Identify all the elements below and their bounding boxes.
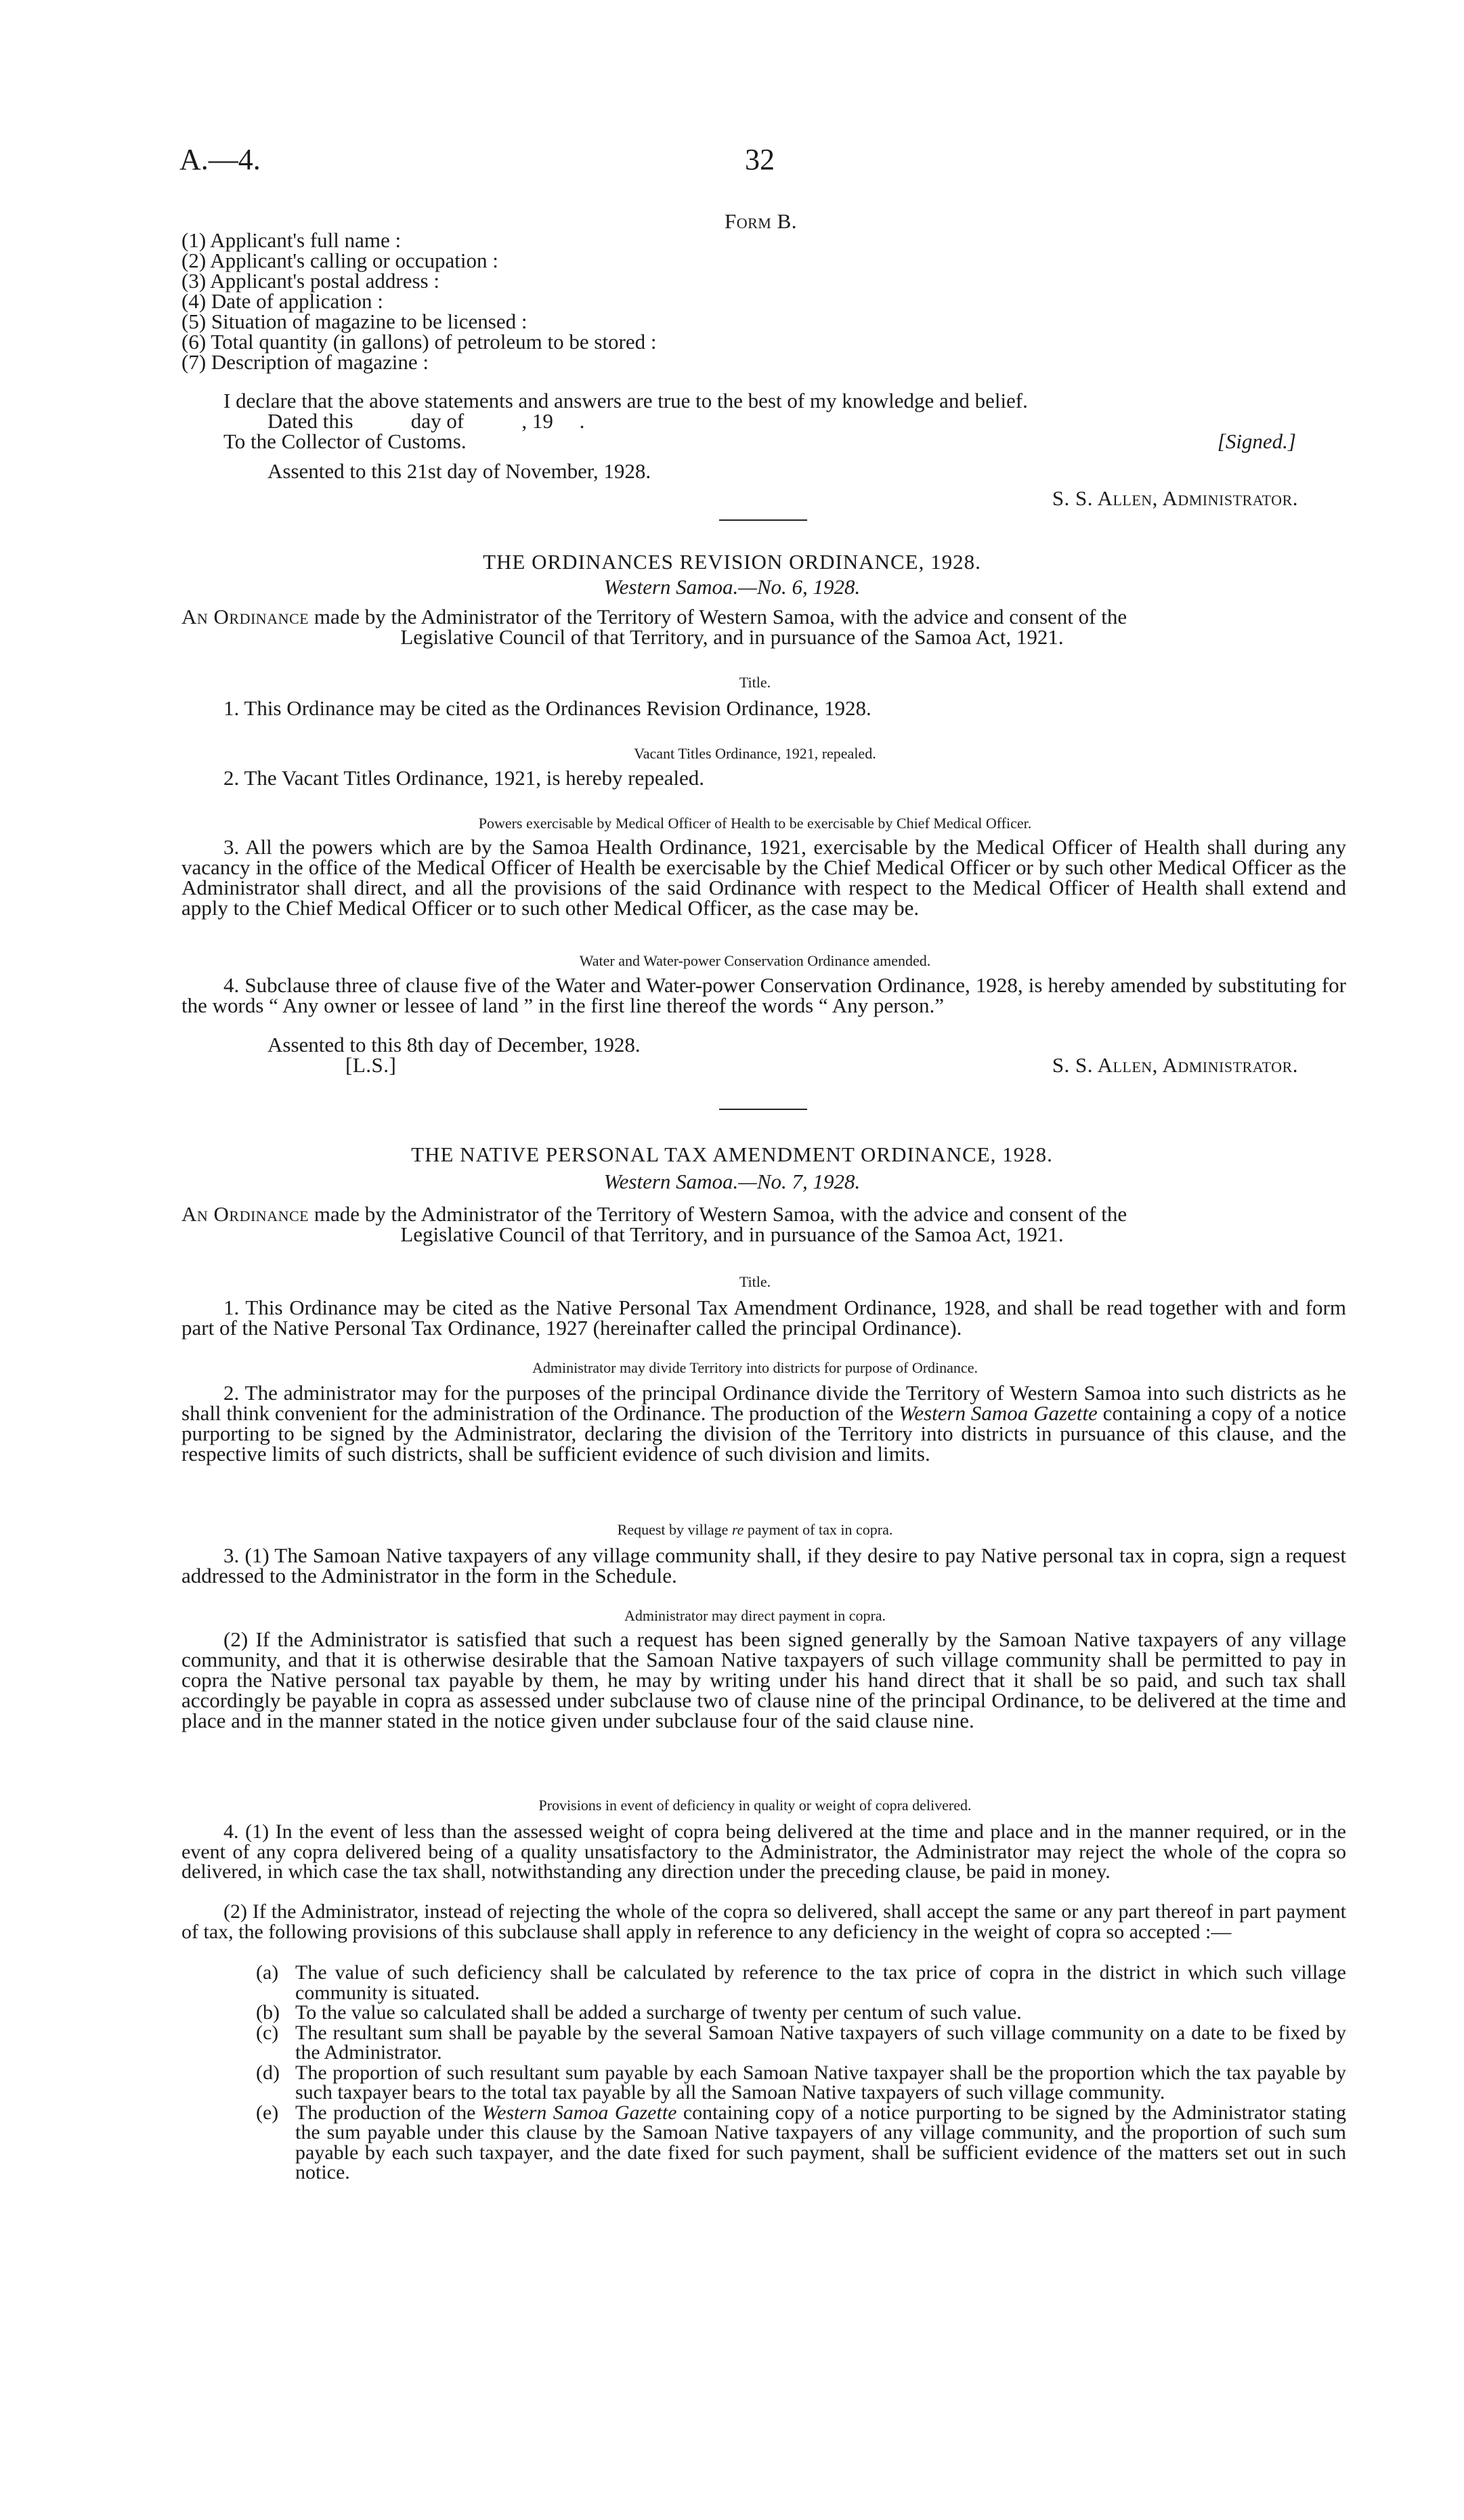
side-note-part: re — [731, 1521, 744, 1538]
section-text: 1. This Ordinance may be cited as the Native Personal Tax Amendment Ordinance, 1928, and shall be read together with and form part of the Native Personal Tax Ordinance, 1927 (hereinafter called the principal Ordinance). — [181, 1296, 1346, 1340]
side-note: Administrator may direct payment in copra. — [624, 1607, 886, 1624]
section-text: (2) If the Administrator is satisfied that such a request has been signed generally by the Samoan Native taxpayers of any village community, and that it is otherwise desirable that the Samoan Native taxpayers of such village community shall be permitted to pay in copra the Native personal tax payable by them, he may by writing under his hand direct that it shall be so paid, and such tax shall accordingly be payable in copra as assessed under subclause two of clause nine of the principal Ordinance, to be delivered at the time and place and in the manner stated in the notice given under subclause four of the said clause nine. — [181, 1627, 1346, 1732]
gazette-title: Western Samoa Gazette — [481, 2101, 677, 2124]
section-divider — [719, 1109, 807, 1110]
item-text-part: containing copy of a notice purporting to be signed by the Administrator stating the sum payable under this clause by the Samoan Native taxpayers of any village community, and the proportion of such sum payable by each such taxpayer, and the date fixed for such payment, shall be sufficient evidence of the matters set out in such notice. — [295, 2101, 1347, 2183]
section-text: 3. All the powers which are by the Samoa Health Ordinance, 1921, exercisable by the Medical Officer of Health shall during any vacancy in the office of the Medical Officer of Health be exercisable by the Chief Medical Officer or by such other Medical Officer as the Administrator shall direct, and all the provisions of the said Ordinance with respect to the Medical Officer of Health shall extend and apply to the Chief Medical Officer or to such other Medical Officer, as the case may be. — [181, 835, 1346, 920]
page-number: 32 — [745, 143, 775, 176]
section-text: 4. Subclause three of clause five of the Water and Water-power Conservation Ordinance, 1928, is hereby amended by substituting for the words “ Any owner or lessee of land ” in the first line thereof the words “ Any person.” — [181, 973, 1346, 1017]
section-text-part: containing a copy of a notice purporting to be signed by the Administrator, declaring the division of the Territory into districts in pursuance of this clause, and the respective limits of such districts, shall be sufficient evidence of such division and limits. — [181, 1401, 1346, 1466]
item-text: The resultant sum shall be payable by the several Samoan Native taxpayers of such village community on a date to be fixed by the Administrator. — [295, 2021, 1346, 2064]
ordinance-preamble — [181, 1204, 1346, 1224]
ordinance-preamble-line: Legislative Council of that Territory, and in pursuance of the Samoa Act, 1921. — [400, 1222, 1064, 1246]
seal-marker: [L.S.] — [345, 1053, 397, 1077]
item-label: (a) — [256, 1961, 279, 1984]
list-item — [256, 2003, 1346, 2023]
form-field: (1) Applicant's full name : — [181, 228, 402, 252]
section-text: 3. (1) The Samoan Native taxpayers of any village community shall, if they desire to pay Native personal tax in copra, sign a request addressed to the Administrator in the form in the Schedule. — [181, 1543, 1346, 1587]
section-text: (2) If the Administrator, instead of rejecting the whole of the copra so delivered, shall accept the same or any part thereof in part payment of tax, the following provisions of this subclause shall apply in reference to any deficiency in the weight of copra so accepted :— — [181, 1900, 1346, 1943]
section-text: 1. This Ordinance may be cited as the Ordinances Revision Ordinance, 1928. — [223, 696, 871, 720]
preamble-text: made by the Administrator of the Territory of Western Samoa, with the advice and consent of the — [309, 1202, 1127, 1226]
item-text: The proportion of such resultant sum payable by each Samoan Native taxpayer shall be the proportion which the tax payable by such taxpayer bears to the total tax payable by all the Samoan Native taxpayers of such village community. — [295, 2061, 1346, 2103]
form-field: (6) Total quantity (in gallons) of petroleum to be stored : — [181, 330, 657, 354]
list-item — [256, 2063, 1346, 2103]
side-note — [173, 1521, 1337, 1539]
side-note: Water and Water-power Conservation Ordinance amended. — [579, 952, 931, 969]
form-field: (5) Situation of magazine to be licensed : — [181, 309, 528, 333]
section-text-part: 2. The administrator may for the purposes of the principal Ordinance divide the Territory of Western Samoa into such districts as he shall think convenient for the administration of the Ordinance. The production of the — [181, 1381, 1346, 1425]
document-reference: A.—4. — [179, 143, 261, 176]
form-field: (3) Applicant's postal address : — [181, 269, 439, 293]
ordinance-subtitle: Western Samoa.—No. 6, 1928. — [603, 575, 861, 599]
list-item — [256, 1963, 1346, 2003]
preamble-lead: An Ordinance — [181, 1202, 309, 1226]
side-note: Title. — [739, 674, 771, 691]
administrator-signature: S. S. Allen, Administrator. — [1052, 486, 1298, 510]
form-title: Form B. — [725, 209, 798, 233]
provision-list — [256, 1963, 1346, 2183]
form-field-list — [181, 230, 1197, 372]
list-item — [256, 2103, 1346, 2183]
side-note-part: Request by village — [617, 1521, 732, 1538]
section-divider — [719, 519, 807, 521]
item-text-part: The production of the — [295, 2101, 482, 2124]
side-note: Provisions in event of deficiency in quality or weight of copra delivered. — [538, 1797, 972, 1814]
form-field: (7) Description of magazine : — [181, 350, 429, 374]
section-text — [181, 1383, 1346, 1464]
side-note-part: payment of tax in copra. — [744, 1521, 893, 1538]
side-note: Administrator may divide Territory into districts for purpose of Ordinance. — [532, 1359, 978, 1376]
ordinance-subtitle: Western Samoa.—No. 7, 1928. — [603, 1170, 861, 1193]
assent-statement: Assented to this 21st day of November, 1928. — [267, 459, 651, 483]
form-declaration: I declare that the above statements and answers are true to the best of my knowledge and belief. — [223, 389, 1028, 412]
item-label: (d) — [256, 2061, 280, 2084]
item-text — [295, 2103, 1346, 2183]
form-field: (4) Date of application : — [181, 289, 383, 313]
item-label: (e) — [256, 2101, 279, 2124]
ordinance-title: THE ORDINANCES REVISION ORDINANCE, 1928. — [483, 550, 981, 574]
gazette-title: Western Samoa Gazette — [899, 1401, 1098, 1425]
section-text: 4. (1) In the event of less than the assessed weight of copra being delivered at the time and place and in the manner required, or in the event of any copra delivered being of a quality unsatisfactory to the Administrator, the Administrator may reject the whole of the copra so delivered, in which case the tax shall, notwithstanding any direction under the preceding clause, be paid in money. — [181, 1820, 1346, 1883]
item-label: (c) — [256, 2021, 279, 2044]
administrator-signature: S. S. Allen, Administrator. — [1052, 1053, 1298, 1077]
preamble-lead: An Ordinance — [181, 605, 309, 628]
form-addressee: To the Collector of Customs. — [223, 429, 467, 453]
form-field: (2) Applicant's calling or occupation : — [181, 249, 498, 272]
item-text: To the value so calculated shall be added a surcharge of twenty per centum of such value. — [295, 2001, 1022, 2024]
section-text: 2. The Vacant Titles Ordinance, 1921, is hereby repealed. — [223, 766, 704, 790]
list-item — [256, 2023, 1346, 2063]
item-text: The value of such deficiency shall be calculated by reference to the tax price of copra in the district in which such village community is situated. — [295, 1961, 1346, 2004]
ordinance-preamble — [181, 607, 1346, 627]
assent-statement: Assented to this 8th day of December, 1928. — [267, 1033, 641, 1056]
ordinance-title: THE NATIVE PERSONAL TAX AMENDMENT ORDINANCE, 1928. — [411, 1142, 1053, 1166]
form-signed-marker: [Signed.] — [1217, 429, 1296, 453]
form-dated-line: Dated this day of , 19 . — [267, 409, 585, 433]
side-note: Vacant Titles Ordinance, 1921, repealed. — [634, 745, 876, 762]
side-note: Title. — [739, 1273, 771, 1290]
item-label: (b) — [256, 2001, 280, 2024]
ordinance-preamble-line: Legislative Council of that Territory, and in pursuance of the Samoa Act, 1921. — [400, 625, 1064, 649]
side-note: Powers exercisable by Medical Officer of Health to be exercisable by Chief Medical Officer. — [478, 815, 1032, 832]
preamble-text: made by the Administrator of the Territory of Western Samoa, with the advice and consent of the — [309, 605, 1127, 628]
